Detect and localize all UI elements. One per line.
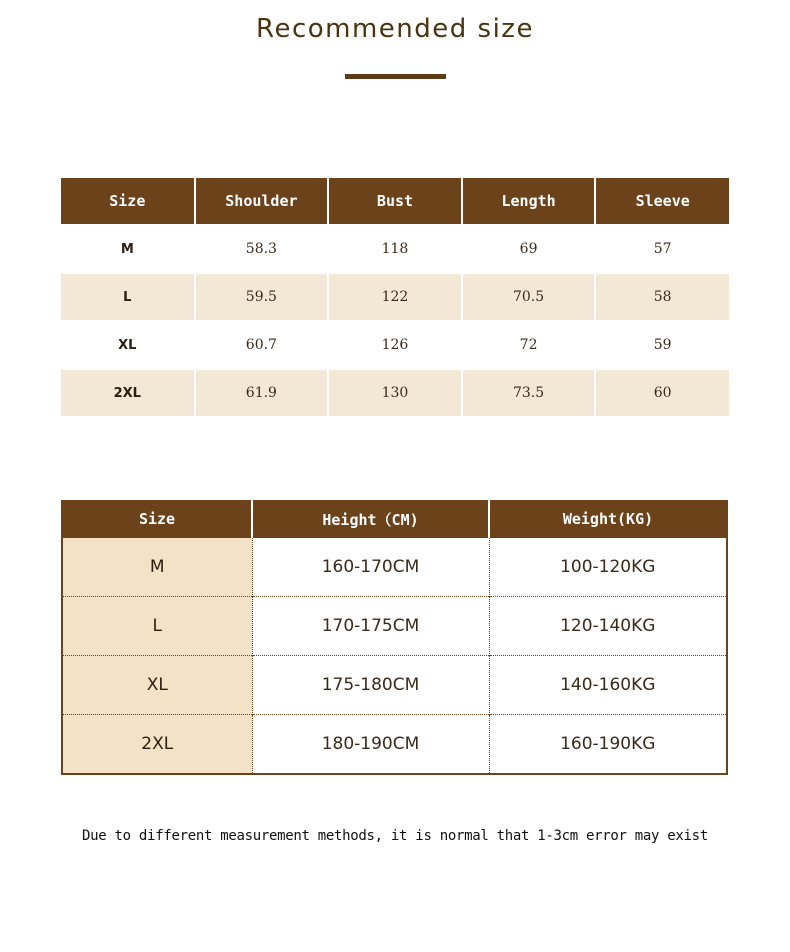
cell-sleeve: 59 — [595, 321, 729, 369]
cell-size: 2XL — [61, 369, 195, 416]
header-size: Size — [62, 500, 252, 538]
header-height: Height（CM) — [252, 500, 489, 538]
header-size: Size — [61, 178, 195, 225]
cell-weight: 120-140KG — [489, 597, 727, 656]
cell-shoulder: 58.3 — [195, 225, 329, 273]
table-row — [62, 715, 727, 775]
table-row — [61, 321, 729, 369]
fit-recommendation-table — [61, 500, 728, 775]
cell-length: 72 — [462, 321, 596, 369]
header-bust: Bust — [328, 178, 462, 225]
table-row — [62, 656, 727, 715]
cell-shoulder: 60.7 — [195, 321, 329, 369]
cell-bust: 126 — [328, 321, 462, 369]
cell-size: M — [62, 538, 252, 597]
header-length: Length — [462, 178, 596, 225]
cell-sleeve: 58 — [595, 273, 729, 321]
title-underline — [345, 74, 446, 79]
cell-size: 2XL — [62, 715, 252, 775]
table-row — [61, 273, 729, 321]
cell-height: 180-190CM — [252, 715, 489, 775]
cell-sleeve: 57 — [595, 225, 729, 273]
cell-bust: 118 — [328, 225, 462, 273]
cell-height: 160-170CM — [252, 538, 489, 597]
cell-size: L — [62, 597, 252, 656]
cell-weight: 140-160KG — [489, 656, 727, 715]
table-row — [62, 538, 727, 597]
cell-size: XL — [61, 321, 195, 369]
cell-bust: 122 — [328, 273, 462, 321]
cell-length: 70.5 — [462, 273, 596, 321]
header-shoulder: Shoulder — [195, 178, 329, 225]
cell-length: 69 — [462, 225, 596, 273]
cell-sleeve: 60 — [595, 369, 729, 416]
size-measurement-table — [61, 178, 729, 416]
cell-bust: 130 — [328, 369, 462, 416]
cell-weight: 160-190KG — [489, 715, 727, 775]
header-weight: Weight(KG) — [489, 500, 727, 538]
table-header-row — [61, 178, 729, 225]
cell-height: 175-180CM — [252, 656, 489, 715]
measurement-note: Due to different measurement methods, it is normal that 1-3cm error may exist — [82, 828, 708, 844]
table-row — [61, 369, 729, 416]
table-row — [62, 597, 727, 656]
cell-weight: 100-120KG — [560, 557, 656, 577]
header-sleeve: Sleeve — [595, 178, 729, 225]
table-row — [61, 225, 729, 273]
table-header-row — [62, 500, 727, 538]
cell-shoulder: 59.5 — [195, 273, 329, 321]
page-title: Recommended size — [256, 14, 534, 44]
cell-length: 73.5 — [462, 369, 596, 416]
cell-shoulder: 61.9 — [195, 369, 329, 416]
cell-size: L — [61, 273, 195, 321]
cell-size: XL — [62, 656, 252, 715]
cell-height: 170-175CM — [252, 597, 489, 656]
cell-size: M — [61, 225, 195, 273]
